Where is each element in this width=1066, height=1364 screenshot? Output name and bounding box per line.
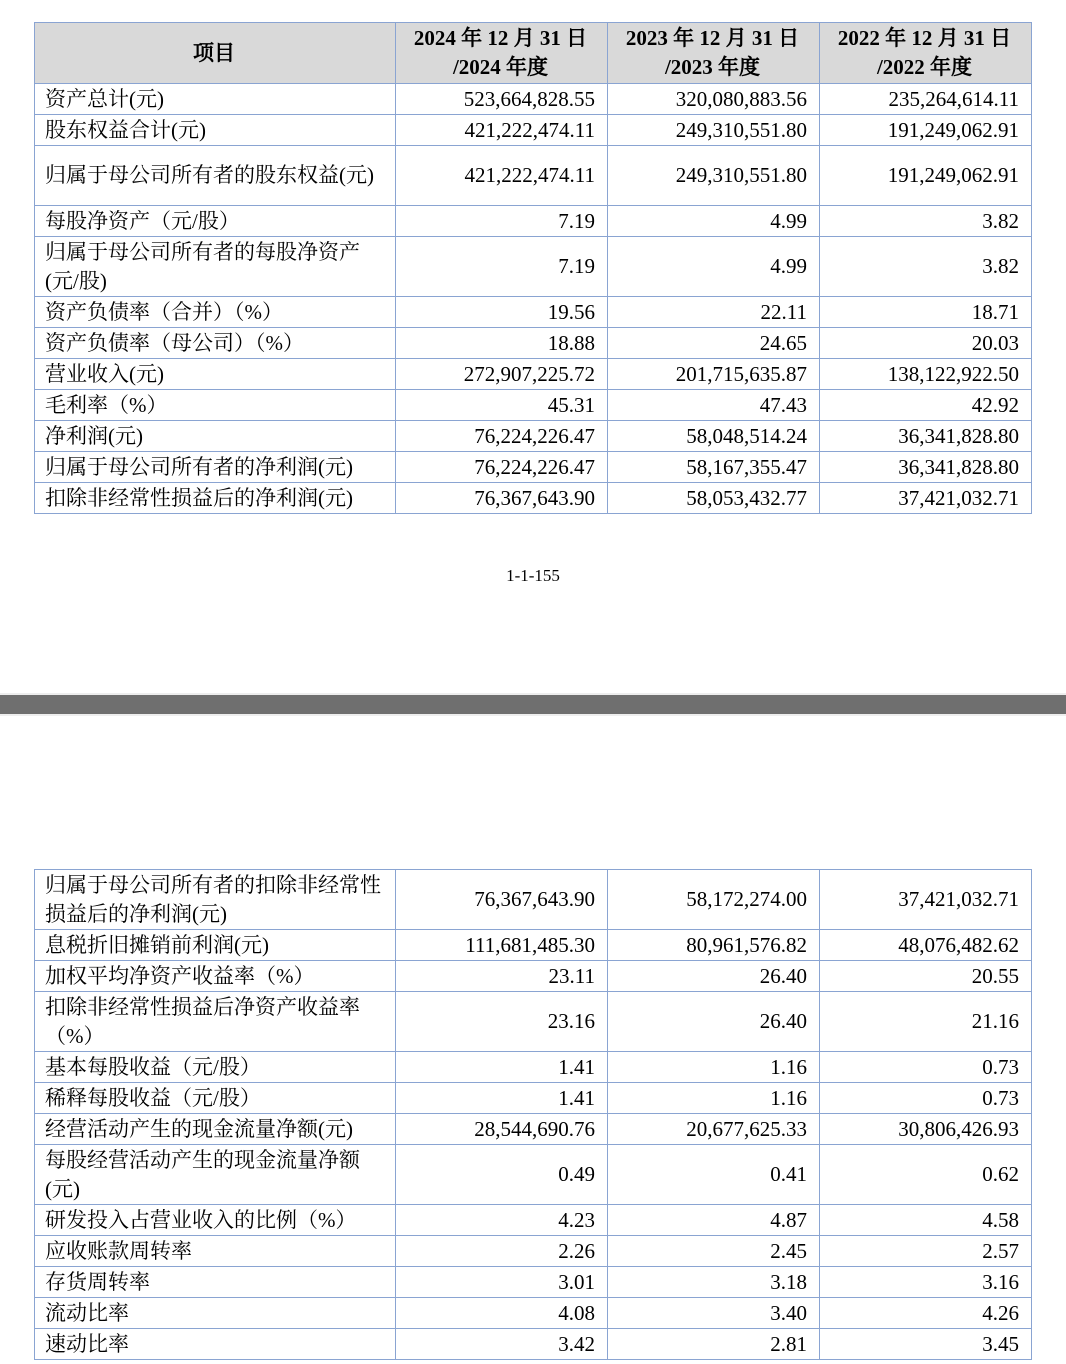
value-2024: 76,224,226.47 [396,421,608,452]
row-label: 经营活动产生的现金流量净额(元) [35,1114,396,1145]
table-row [35,1145,1032,1205]
table-row [35,1267,1032,1298]
table-row [35,390,1032,421]
row-label: 扣除非经常性损益后的净利润(元) [35,483,396,514]
value-2024: 421,222,474.11 [396,146,608,206]
row-label: 毛利率（%） [35,390,396,421]
value-2024: 23.11 [396,961,608,992]
header-2022: 2022 年 12 月 31 日 /2022 年度 [820,23,1032,84]
row-label: 股东权益合计(元) [35,115,396,146]
value-2024: 7.19 [396,237,608,297]
value-2024: 19.56 [396,297,608,328]
value-2023: 4.99 [608,237,820,297]
value-2024: 45.31 [396,390,608,421]
value-2024: 76,224,226.47 [396,452,608,483]
value-2023: 2.81 [608,1329,820,1360]
row-label: 每股经营活动产生的现金流量净额(元) [35,1145,396,1205]
page-separator [0,693,1066,716]
value-2023: 1.16 [608,1083,820,1114]
table-row [35,237,1032,297]
value-2024: 1.41 [396,1083,608,1114]
value-2024: 3.01 [396,1267,608,1298]
value-2023: 249,310,551.80 [608,115,820,146]
value-2024: 2.26 [396,1236,608,1267]
value-2023: 22.11 [608,297,820,328]
value-2023: 58,167,355.47 [608,452,820,483]
value-2022: 20.55 [820,961,1032,992]
table-row [35,452,1032,483]
value-2023: 4.87 [608,1205,820,1236]
value-2023: 1.16 [608,1052,820,1083]
value-2022: 37,421,032.71 [820,483,1032,514]
table-row [35,297,1032,328]
header-2024: 2024 年 12 月 31 日 /2024 年度 [396,23,608,84]
value-2023: 0.41 [608,1145,820,1205]
value-2024: 4.08 [396,1298,608,1329]
row-label: 归属于母公司所有者的扣除非经常性损益后的净利润(元) [35,870,396,930]
value-2024: 76,367,643.90 [396,870,608,930]
page-number: 1-1-155 [506,566,560,585]
table-row [35,1298,1032,1329]
value-2024: 4.23 [396,1205,608,1236]
row-label: 资产总计(元) [35,84,396,115]
value-2022: 37,421,032.71 [820,870,1032,930]
financial-indicators-table-part1 [34,22,1032,514]
value-2022: 48,076,482.62 [820,930,1032,961]
row-label: 归属于母公司所有者的每股净资产(元/股) [35,237,396,297]
value-2022: 4.58 [820,1205,1032,1236]
row-label: 资产负债率（母公司）（%） [35,328,396,359]
value-2023: 24.65 [608,328,820,359]
value-2024: 76,367,643.90 [396,483,608,514]
table-row [35,328,1032,359]
value-2022: 21.16 [820,992,1032,1052]
value-2022: 42.92 [820,390,1032,421]
table-header-row [35,23,1032,84]
value-2022: 20.03 [820,328,1032,359]
value-2022: 138,122,922.50 [820,359,1032,390]
row-label: 每股净资产（元/股） [35,206,396,237]
value-2022: 30,806,426.93 [820,1114,1032,1145]
table-row [35,84,1032,115]
value-2022: 235,264,614.11 [820,84,1032,115]
value-2023: 26.40 [608,992,820,1052]
table-row [35,359,1032,390]
table-row [35,146,1032,206]
row-label: 稀释每股收益（元/股） [35,1083,396,1114]
value-2023: 80,961,576.82 [608,930,820,961]
value-2023: 201,715,635.87 [608,359,820,390]
value-2024: 0.49 [396,1145,608,1205]
header-item: 项目 [35,23,396,84]
value-2024: 28,544,690.76 [396,1114,608,1145]
row-label: 加权平均净资产收益率（%） [35,961,396,992]
row-label: 净利润(元) [35,421,396,452]
value-2024: 18.88 [396,328,608,359]
row-label: 归属于母公司所有者的股东权益(元) [35,146,396,206]
value-2023: 58,053,432.77 [608,483,820,514]
value-2024: 3.42 [396,1329,608,1360]
value-2024: 421,222,474.11 [396,115,608,146]
value-2022: 191,249,062.91 [820,115,1032,146]
row-label: 速动比率 [35,1329,396,1360]
value-2023: 320,080,883.56 [608,84,820,115]
row-label: 存货周转率 [35,1267,396,1298]
value-2022: 191,249,062.91 [820,146,1032,206]
value-2022: 0.73 [820,1052,1032,1083]
table-row [35,1083,1032,1114]
value-2022: 3.82 [820,237,1032,297]
table-row [35,870,1032,930]
value-2023: 2.45 [608,1236,820,1267]
value-2022: 3.82 [820,206,1032,237]
value-2023: 3.18 [608,1267,820,1298]
row-label: 流动比率 [35,1298,396,1329]
value-2023: 47.43 [608,390,820,421]
value-2022: 4.26 [820,1298,1032,1329]
table-row [35,206,1032,237]
table-row [35,1205,1032,1236]
table-row [35,1052,1032,1083]
table-row [35,992,1032,1052]
value-2022: 36,341,828.80 [820,421,1032,452]
table-row [35,1236,1032,1267]
row-label: 息税折旧摊销前利润(元) [35,930,396,961]
table-row [35,421,1032,452]
value-2022: 3.45 [820,1329,1032,1360]
row-label: 应收账款周转率 [35,1236,396,1267]
value-2024: 272,907,225.72 [396,359,608,390]
row-label: 资产负债率（合并）（%） [35,297,396,328]
value-2022: 0.62 [820,1145,1032,1205]
table-row [35,115,1032,146]
table-row [35,483,1032,514]
value-2022: 0.73 [820,1083,1032,1114]
table-row [35,930,1032,961]
value-2024: 1.41 [396,1052,608,1083]
value-2024: 111,681,485.30 [396,930,608,961]
row-label: 归属于母公司所有者的净利润(元) [35,452,396,483]
row-label: 基本每股收益（元/股） [35,1052,396,1083]
value-2024: 7.19 [396,206,608,237]
row-label: 扣除非经常性损益后净资产收益率（%） [35,992,396,1052]
value-2023: 26.40 [608,961,820,992]
value-2023: 20,677,625.33 [608,1114,820,1145]
table-row [35,961,1032,992]
financial-indicators-table-part2 [34,869,1032,1360]
header-2023: 2023 年 12 月 31 日 /2023 年度 [608,23,820,84]
value-2023: 58,048,514.24 [608,421,820,452]
row-label: 研发投入占营业收入的比例（%） [35,1205,396,1236]
value-2022: 18.71 [820,297,1032,328]
row-label: 营业收入(元) [35,359,396,390]
table-row [35,1329,1032,1360]
value-2022: 3.16 [820,1267,1032,1298]
value-2023: 4.99 [608,206,820,237]
value-2022: 36,341,828.80 [820,452,1032,483]
value-2022: 2.57 [820,1236,1032,1267]
value-2023: 58,172,274.00 [608,870,820,930]
value-2024: 23.16 [396,992,608,1052]
value-2024: 523,664,828.55 [396,84,608,115]
value-2023: 249,310,551.80 [608,146,820,206]
value-2023: 3.40 [608,1298,820,1329]
table-row [35,1114,1032,1145]
